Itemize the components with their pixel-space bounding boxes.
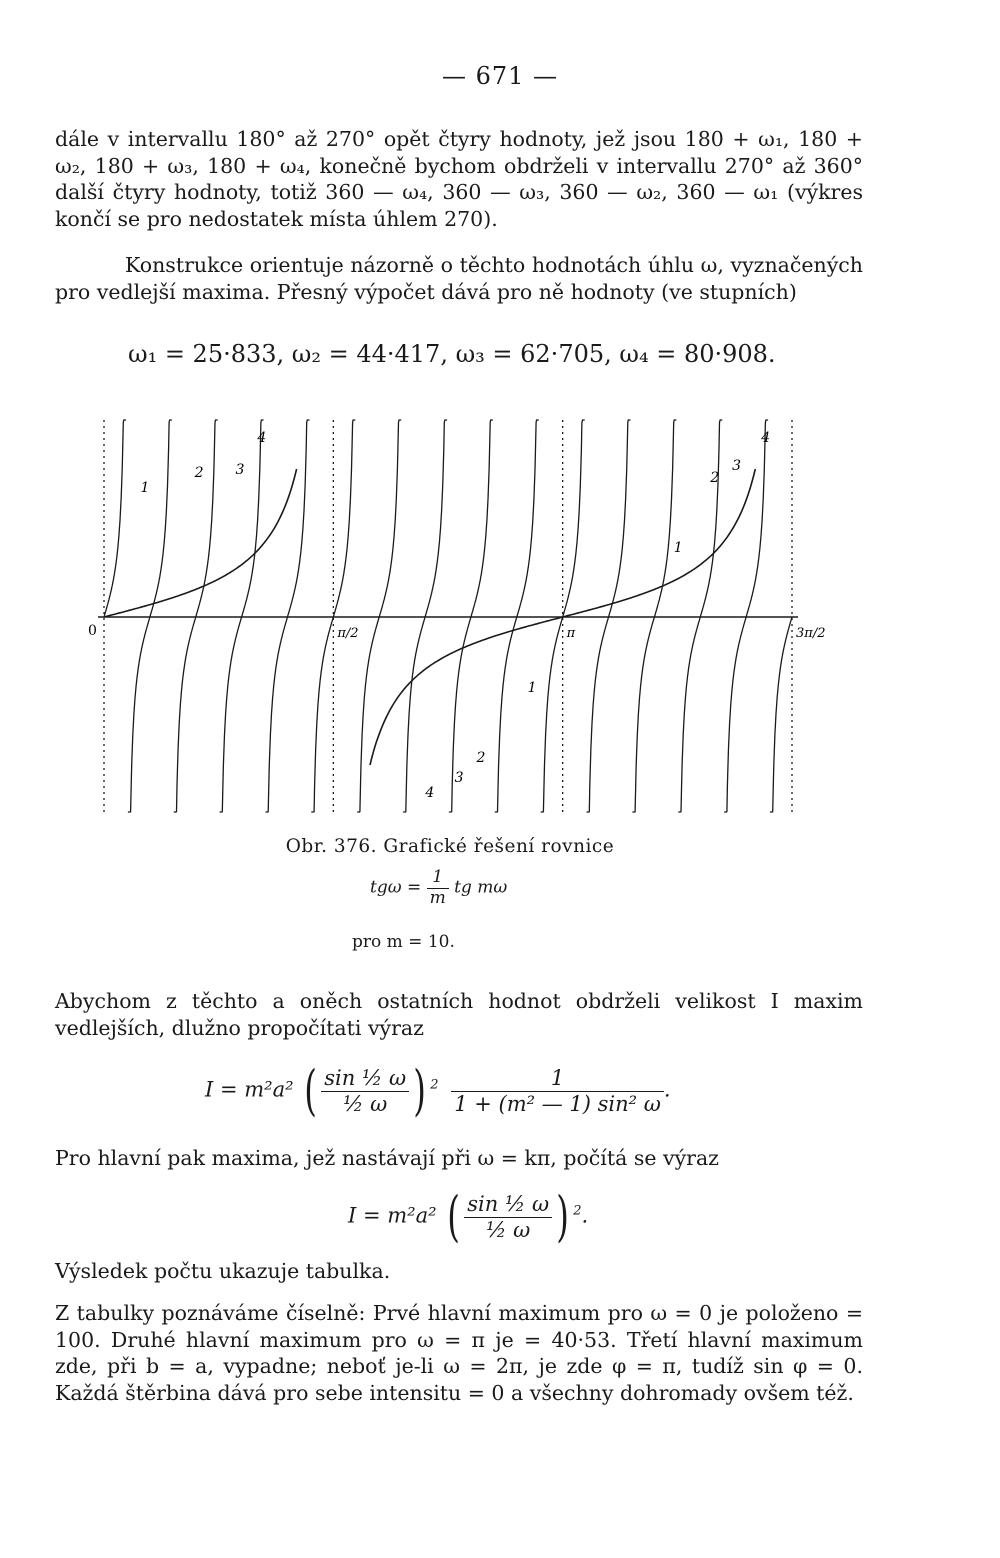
axis-tick-label: π [566,626,576,641]
tg-m-omega-branch [311,420,355,812]
tg-m-omega-branch [541,420,585,812]
tg-m-omega-branch [632,420,676,812]
page-number: — 671 — [441,62,559,90]
tg-m-omega-branch [449,420,493,812]
curve-number-label: 4 [425,785,435,801]
figure-svg [80,412,840,827]
curve-number-label: 1 [140,480,150,496]
figure-caption: Obr. 376. Grafické řešení rovnice [285,836,615,857]
tg-m-omega-branch [770,617,792,812]
formula1-num: sin ½ ω [324,1066,407,1091]
formula2-num: sin ½ ω [467,1192,550,1217]
formula2-sinc [464,1192,552,1241]
tg-m-omega-branch [724,420,771,812]
tg-m-omega-branch [587,420,631,812]
formula2-exp: 2 [573,1203,582,1219]
curve-number-label: 3 [454,770,464,786]
paragraph-construction: Konstrukce orientuje názorně o těchto hodnotách úhlu ω, vyznačených pro vedlejší maxima. Přesný výpočet dává pro ně hodnoty (ve stupních) [55,253,863,304]
caption-eq-num: 1 [427,868,449,889]
figure-graphical-solution [80,412,840,827]
curve-number-label: 2 [710,470,720,486]
curve-number-label: 2 [476,750,486,766]
origin-label: 0 [88,623,97,639]
formula1-frac-num: 1 [451,1066,664,1091]
formula1-paren-close: ) [413,1059,427,1122]
formula2-paren-close: ) [556,1185,570,1248]
formula1-paren-open: ( [304,1059,318,1122]
tg-m-omega-branch [403,420,447,812]
caption-pro: pro m = 10. [352,932,455,952]
formula1-fraction [451,1066,664,1115]
curve-number-label: 4 [257,430,267,446]
formula2-paren-open: ( [447,1185,461,1248]
paragraph-compute: Abychom z těchto a oněch ostatních hodnot obdrželi velikost I maxim vedlejších, dlužno propočítati výraz [55,989,863,1040]
formula2-den: ½ ω [464,1217,552,1242]
tg-omega-curve [104,469,297,617]
paragraph-result: Výsledek počtu ukazuje tabulka. [55,1259,391,1283]
omega-values: ω₁ = 25·833, ω₂ = 44·417, ω₃ = 62·705, ω₄ = 80·908. [128,340,776,368]
caption-equation [370,868,507,908]
curve-number-label: 2 [194,465,204,481]
caption-eq-den: m [429,887,446,908]
tg-m-omega-branch [220,420,267,812]
tg-m-omega-branch [266,420,310,812]
formula-secondary-maxima: I = m²a² ( $\frac{\text{sin ½ ω}}{\text{½ ω}}$ ) $^2$ $\frac{1}{\text{1 + (m² — 1) sin² ω}}$ . [205,1059,671,1122]
formula2-lhs: I = m²a² [348,1203,437,1228]
caption-eq-right: tg mω [454,877,508,898]
paragraph-table: Z tabulky poznáváme číselně: Prvé hlavní maximum pro ω = 0 je položeno = 100. Druhé hlavní maximum pro ω = π je = 40·53. Třetí hlavní maximum zde, při b = a, vypadne; neboť je-li ω = 2π, je zde φ = π, tudíž sin φ = 0. Každá štěrbina dává pro sebe intensitu = 0 a všechny dohromady ovšem též. [55,1301,863,1405]
paragraph-intro: dále v intervallu 180° až 270° opět čtyry hodnoty, jež jsou 180 + ω₁, 180 + ω₂, 180 + ω₃, 180 + ω₄, konečně bychom obdrželi v intervallu 270° až 360° další čtyry hodnoty, totiž 360 — ω₄, 360 — ω₃, 360 — ω₂, 360 — ω₁ (výkres končí se pro nedostatek místa úhlem 270). [55,127,863,231]
formula-main-maxima: I = m²a² ( $\frac{\text{sin ½ ω}}{\text{½ ω}}$ ) $^2$. [348,1185,589,1248]
curve-number-label: 1 [527,680,537,696]
curve-number-label: 1 [673,540,683,556]
axis-tick-label: π/2 [337,626,359,641]
tg-m-omega-branch [495,420,539,812]
caption-eq-left: tgω = [370,877,422,898]
curve-number-label: 3 [235,462,245,478]
axis-tick-label: 3π/2 [796,626,826,641]
tg-m-omega-branch [104,420,126,617]
paragraph-main-maxima: Pro hlavní pak maxima, jež nastávají při ω = kπ, počítá se výraz [55,1146,719,1170]
formula1-den: ½ ω [321,1091,409,1116]
formula1-sinc [321,1066,409,1115]
formula1-lhs: I = m²a² [205,1077,294,1102]
formula1-frac-den: 1 + (m² — 1) sin² ω [454,1091,661,1116]
tg-m-omega-branch [357,420,401,812]
formula1-exp: 2 [430,1077,439,1093]
tg-m-omega-branch [128,420,172,812]
curve-number-label: 3 [732,458,742,474]
curve-number-label: 4 [761,430,771,446]
caption-eq-fraction [427,868,449,908]
